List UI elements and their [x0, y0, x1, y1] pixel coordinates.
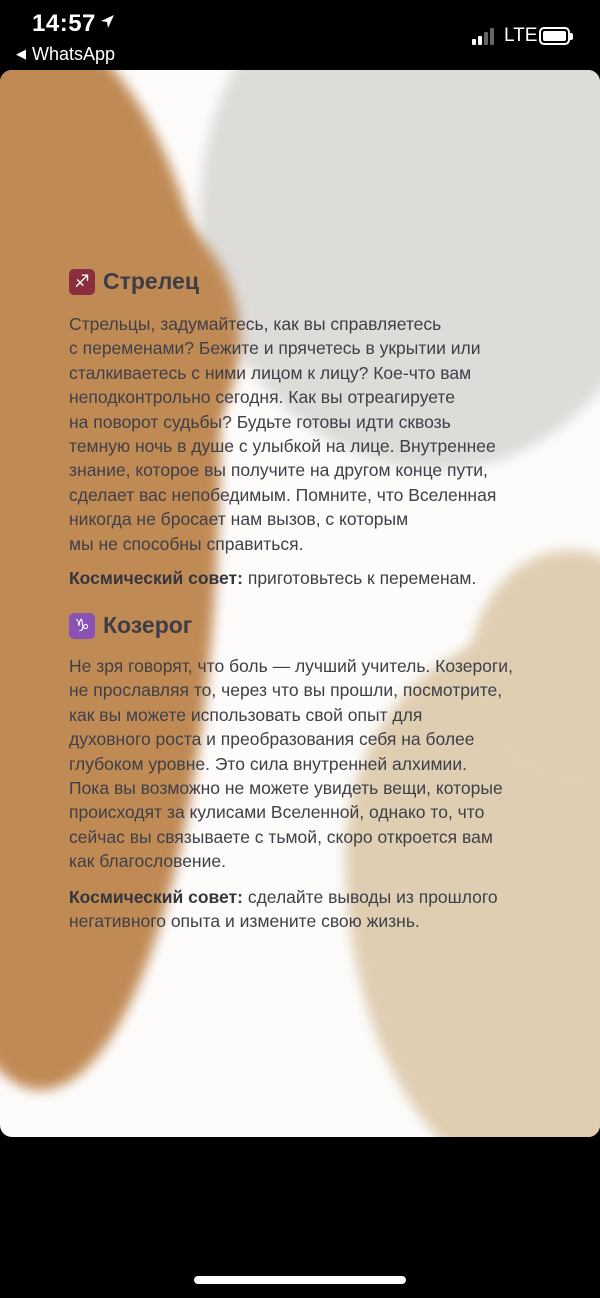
advice-text: приготовьтесь к переменам. [247, 568, 477, 588]
status-time [32, 10, 115, 38]
story-card [0, 70, 600, 1137]
advice-text: сделайте выводы из прошлого [247, 887, 498, 907]
advice-label: Космический совет: [69, 887, 243, 907]
network-type: LTE [504, 25, 538, 46]
back-app-label: WhatsApp [32, 44, 116, 64]
sagittarius-advice [69, 566, 559, 590]
sign-title: Стрелец [103, 268, 199, 294]
time-text: 14:57 [32, 10, 96, 37]
capricorn-text: Не зря говорят, что боль — лучший учитель. Козероги, не прославляя то, через что вы прошли, посмотрите, как вы можете использовать свой опыт для духовного роста и преобразования себя на более глубоком уровне. Это сила внутренней алхимии. Пока вы возможно не можете увидеть вещи, которые происходят за кулисами Вселенной, однако то, что сейчас вы связываете с тьмой, скоро откроется вам как благословение. [69, 656, 513, 872]
advice-label: Космический совет: [69, 568, 243, 588]
signal-strength-icon [472, 27, 498, 45]
battery-icon [539, 27, 570, 45]
back-to-app-button[interactable] [16, 44, 115, 65]
capricorn-heading [69, 612, 192, 639]
horoscope-content [0, 70, 600, 1137]
sign-title: Козерог [103, 612, 193, 638]
capricorn-advice [69, 885, 559, 934]
back-triangle-icon: ◀ [16, 46, 26, 61]
location-arrow-icon [100, 14, 115, 29]
sagittarius-heading [69, 268, 199, 295]
sagittarius-icon: ♐ [69, 269, 95, 295]
sagittarius-text: Стрельцы, задумайтесь, как вы справляетесь с переменами? Бежите и прячетесь в укрытии или сталкиваетесь с ними лицом к лицу? Кое-что вам неподконтрольно сегодня. Как вы отреагируете на поворот судьбы? Будьте готовы идти сквозь темную ночь в душе с улыбкой на лице. Внутреннее знание, которое вы получите на другом конце пути, сделает вас непобедимым. Помните, что Вселенная никогда не бросает нам вызов, с которым мы не способны справиться. [69, 314, 497, 554]
advice-text-line-2: негативного опыта и измените свою жизнь. [69, 911, 420, 932]
home-indicator[interactable] [194, 1276, 406, 1284]
capricorn-icon: ♑ [69, 613, 95, 639]
